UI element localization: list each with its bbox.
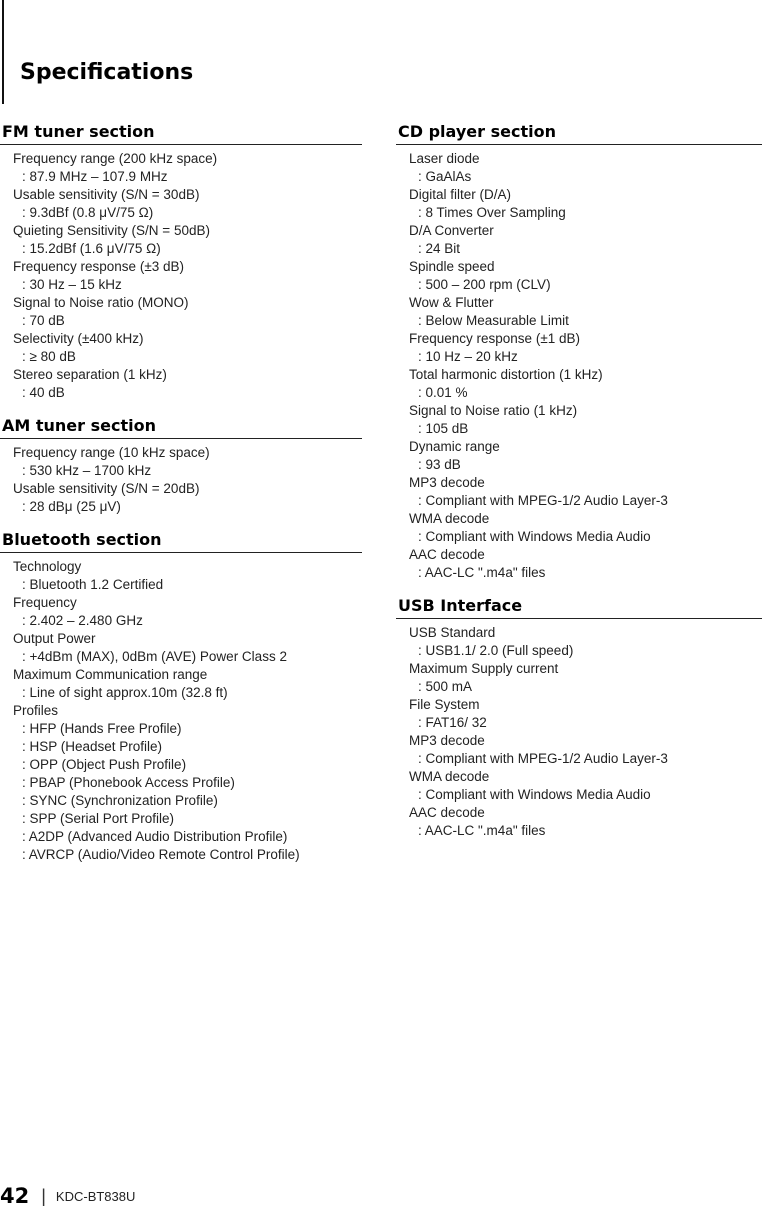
- spec-item: [409, 660, 762, 696]
- spec-value: : 0.01 %: [418, 385, 468, 400]
- spec-item: [13, 594, 362, 630]
- spec-value: : HSP (Headset Profile): [22, 739, 163, 754]
- spec-value: : 8 Times Over Sampling: [418, 205, 566, 220]
- spec-name: File System: [409, 697, 480, 712]
- section-title: CD player section: [396, 122, 762, 145]
- footer-separator: |: [41, 1185, 46, 1206]
- spec-section-fm-tuner-section: [0, 122, 362, 402]
- spec-item: [13, 186, 362, 222]
- spec-value: : Compliant with Windows Media Audio: [418, 787, 651, 802]
- spec-value: : AAC-LC ".m4a" files: [418, 823, 546, 838]
- spec-value: : PBAP (Phonebook Access Profile): [22, 775, 235, 790]
- spec-name: Frequency response (±3 dB): [13, 259, 184, 274]
- right-column: [396, 122, 762, 854]
- spec-value: : 9.3dBf (0.8 μV/75 Ω): [22, 205, 154, 220]
- spec-value: : 105 dB: [418, 421, 469, 436]
- spec-name: Stereo separation (1 kHz): [13, 367, 167, 382]
- spec-item: [409, 402, 762, 438]
- spec-name: Maximum Communication range: [13, 667, 208, 682]
- spec-value: : Line of sight approx.10m (32.8 ft): [22, 685, 228, 700]
- spec-value: : Compliant with MPEG-1/2 Audio Layer-3: [418, 751, 668, 766]
- spec-value: : 40 dB: [22, 385, 65, 400]
- spec-value: : AAC-LC ".m4a" files: [418, 565, 546, 580]
- spec-name: WMA decode: [409, 769, 490, 784]
- spec-item: [13, 558, 362, 594]
- spec-value: : 93 dB: [418, 457, 461, 472]
- spec-value: : 500 mA: [418, 679, 473, 694]
- spec-name: Frequency range (10 kHz space): [13, 445, 210, 460]
- spec-name: Usable sensitivity (S/N = 20dB): [13, 481, 200, 496]
- spec-item: [13, 366, 362, 402]
- spec-name: Total harmonic distortion (1 kHz): [409, 367, 603, 382]
- spec-name: Selectivity (±400 kHz): [13, 331, 144, 346]
- spec-name: AAC decode: [409, 547, 485, 562]
- spec-value: : 500 – 200 rpm (CLV): [418, 277, 551, 292]
- spec-value: : HFP (Hands Free Profile): [22, 721, 182, 736]
- section-title: FM tuner section: [0, 122, 362, 145]
- spec-value: : Below Measurable Limit: [418, 313, 569, 328]
- spec-value: : OPP (Object Push Profile): [22, 757, 187, 772]
- spec-item: [13, 480, 362, 516]
- spec-name: Spindle speed: [409, 259, 495, 274]
- spec-name: Maximum Supply current: [409, 661, 559, 676]
- spec-value: : USB1.1/ 2.0 (Full speed): [418, 643, 574, 658]
- spec-value: : Compliant with MPEG-1/2 Audio Layer-3: [418, 493, 668, 508]
- spec-item: [13, 666, 362, 702]
- spec-item: [409, 546, 762, 582]
- spec-name: Frequency range (200 kHz space): [13, 151, 218, 166]
- spec-value: : AVRCP (Audio/Video Remote Control Profile): [22, 847, 300, 862]
- spec-name: AAC decode: [409, 805, 485, 820]
- spec-value: : 24 Bit: [418, 241, 461, 256]
- spec-name: Wow & Flutter: [409, 295, 494, 310]
- spec-name: Quieting Sensitivity (S/N = 50dB): [13, 223, 210, 238]
- spec-value: : ≥ 80 dB: [22, 349, 76, 364]
- spec-item: [13, 702, 362, 864]
- spec-item: [409, 768, 762, 804]
- spec-item: [409, 804, 762, 840]
- spec-item: [13, 150, 362, 186]
- spec-section-am-tuner-section: [0, 416, 362, 516]
- spec-item: [409, 294, 762, 330]
- spec-name: Output Power: [13, 631, 96, 646]
- spec-value: : SYNC (Synchronization Profile): [22, 793, 218, 808]
- page-number: 42: [0, 1184, 30, 1208]
- spec-name: Laser diode: [409, 151, 480, 166]
- spec-item: [409, 330, 762, 366]
- spec-item: [13, 294, 362, 330]
- spec-value: : 87.9 MHz – 107.9 MHz: [22, 169, 168, 184]
- spec-list: [0, 145, 362, 402]
- spec-value: : 10 Hz – 20 kHz: [418, 349, 518, 364]
- model-name: KDC-BT838U: [55, 1188, 136, 1204]
- spec-item: [13, 444, 362, 480]
- page-title: Specifications: [20, 60, 194, 85]
- page-edge-bar: [2, 0, 4, 104]
- spec-item: [13, 630, 362, 666]
- spec-name: WMA decode: [409, 511, 490, 526]
- spec-value: : 30 Hz – 15 kHz: [22, 277, 122, 292]
- section-title: AM tuner section: [0, 416, 362, 439]
- spec-value: : FAT16/ 32: [418, 715, 487, 730]
- spec-item: [409, 474, 762, 510]
- left-column: [0, 122, 362, 878]
- spec-name: Frequency response (±1 dB): [409, 331, 580, 346]
- spec-item: [409, 186, 762, 222]
- spec-list: [396, 145, 762, 582]
- spec-list: [0, 439, 362, 516]
- spec-item: [409, 624, 762, 660]
- spec-item: [409, 732, 762, 768]
- spec-value: : 28 dBμ (25 μV): [22, 499, 121, 514]
- spec-name: Dynamic range: [409, 439, 500, 454]
- spec-value: : 2.402 – 2.480 GHz: [22, 613, 143, 628]
- spec-value: : Compliant with Windows Media Audio: [418, 529, 651, 544]
- spec-item: [409, 258, 762, 294]
- spec-value: : SPP (Serial Port Profile): [22, 811, 175, 826]
- spec-name: Profiles: [13, 703, 59, 718]
- spec-item: [13, 258, 362, 294]
- spec-name: Usable sensitivity (S/N = 30dB): [13, 187, 200, 202]
- spec-name: Digital filter (D/A): [409, 187, 512, 202]
- spec-section-cd-player-section: [396, 122, 762, 582]
- page-footer: [0, 1184, 135, 1208]
- section-title: USB Interface: [396, 596, 762, 619]
- spec-name: Signal to Noise ratio (MONO): [13, 295, 189, 310]
- spec-name: Frequency: [13, 595, 77, 610]
- spec-value: : A2DP (Advanced Audio Distribution Profile): [22, 829, 288, 844]
- spec-list: [0, 553, 362, 864]
- section-title: Bluetooth section: [0, 530, 362, 553]
- spec-value: : +4dBm (MAX), 0dBm (AVE) Power Class 2: [22, 649, 287, 664]
- spec-value: : 530 kHz – 1700 kHz: [22, 463, 152, 478]
- spec-list: [396, 619, 762, 840]
- spec-name: USB Standard: [409, 625, 496, 640]
- spec-value: : GaAlAs: [418, 169, 472, 184]
- spec-item: [409, 510, 762, 546]
- spec-item: [409, 696, 762, 732]
- spec-value: : Bluetooth 1.2 Certified: [22, 577, 164, 592]
- spec-name: Technology: [13, 559, 82, 574]
- spec-item: [13, 222, 362, 258]
- spec-name: Signal to Noise ratio (1 kHz): [409, 403, 578, 418]
- spec-value: : 70 dB: [22, 313, 65, 328]
- spec-item: [13, 330, 362, 366]
- spec-item: [409, 150, 762, 186]
- spec-name: MP3 decode: [409, 733, 485, 748]
- spec-value: : 15.2dBf (1.6 μV/75 Ω): [22, 241, 161, 256]
- spec-name: MP3 decode: [409, 475, 485, 490]
- spec-section-usb-interface: [396, 596, 762, 840]
- spec-name: D/A Converter: [409, 223, 494, 238]
- spec-item: [409, 438, 762, 474]
- spec-item: [409, 366, 762, 402]
- spec-item: [409, 222, 762, 258]
- spec-section-bluetooth-section: [0, 530, 362, 864]
